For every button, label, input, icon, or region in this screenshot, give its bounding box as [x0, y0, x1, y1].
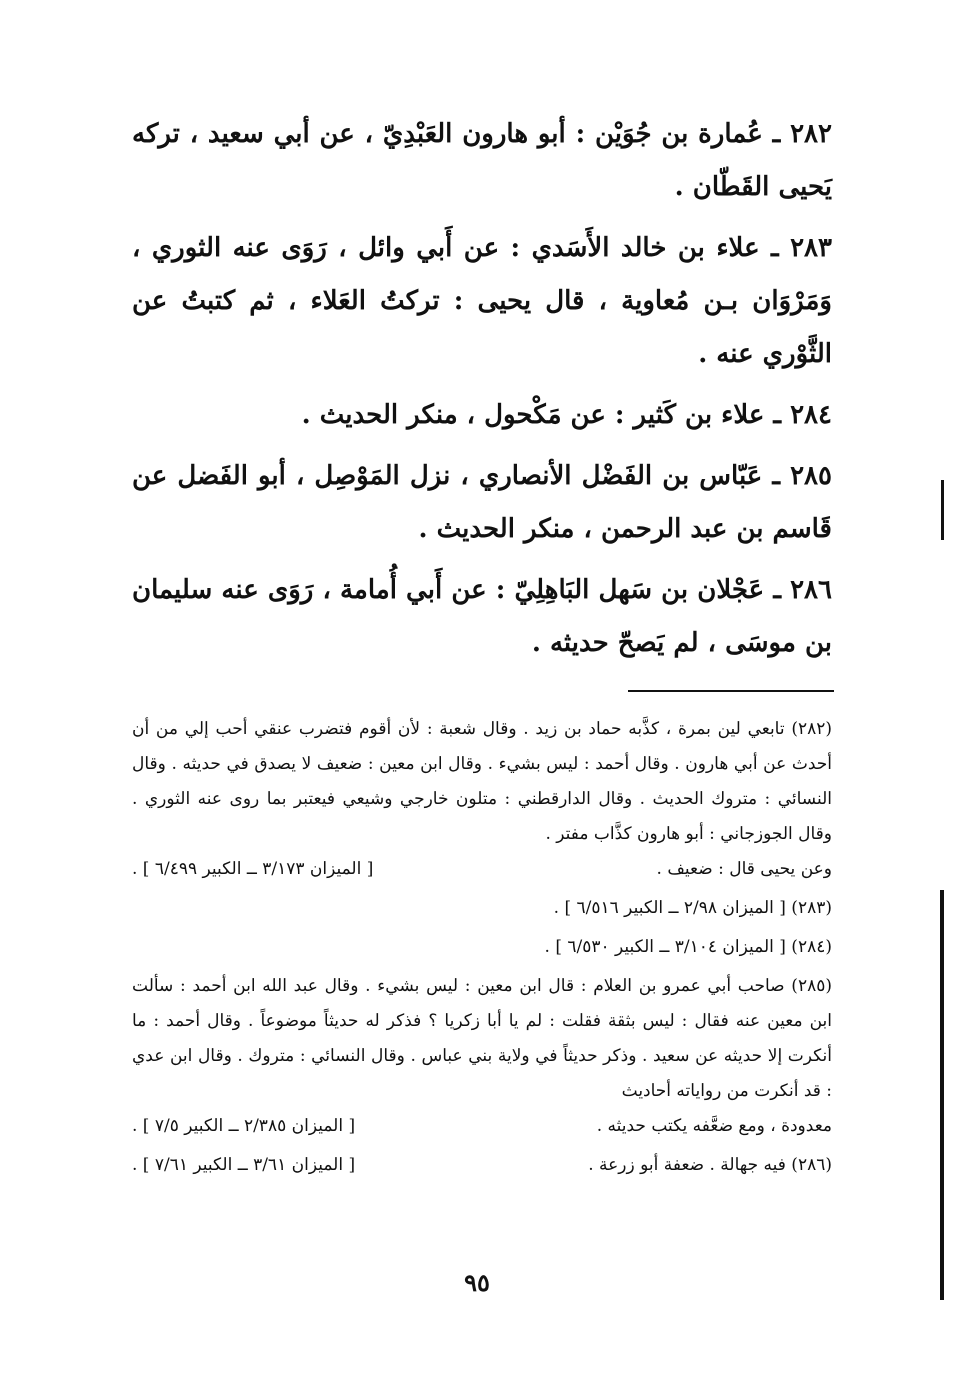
entry-282: ٢٨٢ ـ عُمارة بن جُوَيْن : أبو هارون العَبْدِيّ ، عن أبي سعيد ، تركه يَحيى القَطّان .: [132, 119, 832, 202]
entry-283: ٢٨٣ ـ علاء بن خالد الأَسَدي : عن أَبي وائل ، رَوَى عنه الثوري ، وَمَرْوَان بـن مُعاوية ، قال يحيى : تركتُ العَلاء ، ثم كتبتُ عن الثَّوْري عنه .: [132, 233, 832, 369]
footnote-284: (٢٨٤) [ الميزان ٣/١٠٤ ــ الكبير ٦/٥٣٠ ] .: [544, 937, 832, 957]
footnote-286-text: (٢٨٦) فيه جهالة . ضعفة أبو زرعة .: [588, 1155, 832, 1175]
footnote-285: [132, 969, 832, 1109]
footnote-285-ref: [ الميزان ٢/٣٨٥ ــ الكبير ٧/٥ ] .: [132, 1116, 356, 1136]
footnote-282-text: (٢٨٢) تابعي لين بمرة ، كذَّبه حماد بن زيد . وقال شعبة : لأن أقوم فتضرب عنقي أحب إلي من أن أحدث عن أبي هارون . وقال أحمد : ليس بشيء . وقال ابن معين : ضعيف لا يصدق في حديثه . وقال النسائي : متروك الحديث . وقال الدارقطني : متلون خارجي وشيعي فيعتبر بما روى عنه الثوري . وقال الجوزجاني : أبو هارون كذَّاب مفتر .: [132, 719, 832, 844]
margin-scan-mark: [941, 480, 944, 540]
footnote-286-ref: [ الميزان ٣/٦١ ــ الكبير ٧/٦١ ] .: [132, 1155, 356, 1175]
margin-scan-mark: [940, 890, 944, 1300]
main-text: [132, 108, 832, 678]
footnotes: [132, 712, 832, 1187]
footnote-divider: [628, 690, 834, 692]
footnote-282: [132, 712, 832, 852]
footnote-282-ref: [ الميزان ٣/١٧٣ ــ الكبير ٦/٤٩٩ ] .: [132, 859, 374, 879]
footnote-285-ref-line: [132, 1109, 832, 1144]
page-number: ٩٥: [464, 1268, 490, 1297]
entry-285: ٢٨٥ ـ عَبّاس بن الفَضْل الأنصاري ، نزل المَوْصِل ، أبو الفَضل عن قَاسم بن عبد الرحمن ، منكر الحديث .: [132, 461, 832, 544]
entry-286: ٢٨٦ ـ عَجْلان بن سَهل البَاهِلِيّ : عن أَبي أُمامة ، رَوَى عنه سليمان بن موسَى ، لم يَصحّ حديثه .: [132, 575, 832, 658]
footnote-286-line: [132, 1148, 832, 1183]
footnote-285-text: (٢٨٥) صاحب أبي عمرو بن العلام : قال ابن معين : ليس بشيء . وقال عبد الله ابن أحمد : سألت ابن معين عنه فقال : ليس بثقة فقلت : لم يا أبا زكريا ؟ فذكر له حديثاً موضوعاً . وقال أحمد : ما أنكرت إلا حديثه عن سعيد . وذكر حديثاً في ولاية بني عباس . وقال النسائي : متروك . وقال ابن عدي : قد أنكرت من رواياته أحاديث: [132, 976, 832, 1101]
footnote-283: (٢٨٣) [ الميزان ٢/٩٨ ــ الكبير ٦/٥١٦ ] .: [553, 898, 832, 918]
footnote-282-tail: وعن يحيى قال : ضعيف .: [656, 859, 832, 879]
entry-284: ٢٨٤ ـ علاء بن كَثير : عن مَكْحول ، منكر الحديث .: [301, 400, 832, 430]
footnote-282-ref-line: [132, 852, 832, 887]
footnote-285-tail: معدودة ، ومع ضعَّفه يكتب حديثه .: [596, 1116, 832, 1136]
